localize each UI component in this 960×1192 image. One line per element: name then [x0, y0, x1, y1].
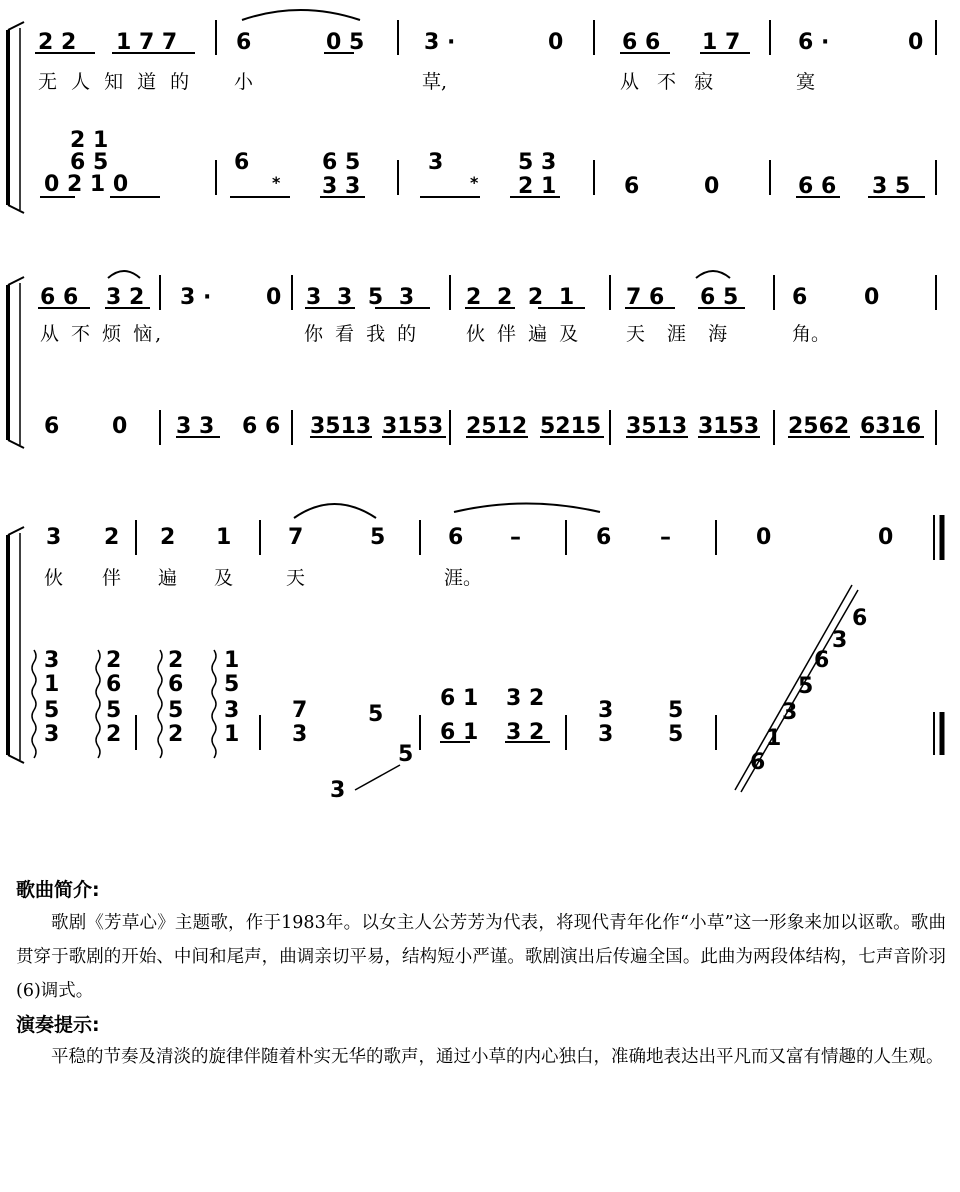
- r2-accomp-10: 3153: [698, 414, 760, 439]
- r3-accomp-21: 3: [330, 778, 346, 803]
- r2-accomp-11: 2562: [788, 414, 850, 439]
- r3-melody-5: 7: [288, 525, 304, 550]
- r3-melody-3: 2: [160, 525, 176, 550]
- r3-accomp-26: 3: [598, 698, 614, 723]
- r1-melody-3: 6: [236, 30, 252, 55]
- r2-melody-4: 0: [266, 285, 282, 310]
- r2-lyric-3: 伙 伴 遍 及: [466, 323, 582, 345]
- r3-accomp-35: 3: [832, 628, 848, 653]
- r1-accomp-8: 3: [428, 150, 444, 175]
- intro-heading: 歌曲简介:: [16, 879, 100, 901]
- r1-melody-7: 6 6: [622, 30, 661, 55]
- r3-accomp-27: 5: [668, 698, 684, 723]
- r2-melody-9: 6: [792, 285, 808, 310]
- r1-accomp-9: *: [470, 173, 479, 192]
- r1-lyric-2: 小: [234, 71, 254, 93]
- r1-accomp-6: 6 5: [322, 150, 361, 175]
- r3-melody-12: 0: [878, 525, 894, 550]
- r3-accomp-17: 7: [292, 698, 308, 723]
- r3-melody-4: 1: [216, 525, 232, 550]
- r2-accomp-2: 0: [112, 414, 128, 439]
- r2-accomp-3: 3 3: [176, 414, 215, 439]
- r2-melody-6: 2 2 2 1: [466, 285, 575, 310]
- r3-accomp-24: 6 1: [440, 720, 479, 745]
- r3-accomp-3: 5: [44, 698, 60, 723]
- r1-accomp-10: 5 3: [518, 150, 557, 175]
- r3-accomp-16: 1: [224, 722, 240, 747]
- r3-accomp-10: 6: [168, 672, 184, 697]
- r2-accomp-1: 6: [44, 414, 60, 439]
- r1-melody-1: 2 2: [38, 30, 77, 55]
- r3-melody-2: 2: [104, 525, 120, 550]
- r1-accomp-11: 2 1: [518, 174, 557, 199]
- r3-lyric-5: 天: [286, 567, 306, 589]
- r1-accomp-2: 6 5: [70, 150, 109, 175]
- r2-melody-5: 3 3 5 3: [306, 285, 415, 310]
- r2-accomp-6: 3153: [382, 414, 444, 439]
- r3-accomp-12: 2: [168, 722, 184, 747]
- r2-lyric-2: 你 看 我 的: [304, 323, 420, 345]
- r3-lyric-2: 伴: [102, 567, 122, 589]
- r1-accomp-7: 3 3: [322, 174, 361, 199]
- r1-melody-5: 3 ·: [424, 30, 456, 55]
- r3-lyric-4: 及: [214, 567, 234, 589]
- r1-accomp-13: 0: [704, 174, 720, 199]
- r1-accomp-14: 6 6: [798, 174, 837, 199]
- r2-melody-7: 7 6: [626, 285, 665, 310]
- r1-melody-9: 6 ·: [798, 30, 830, 55]
- r3-melody-11: 0: [756, 525, 772, 550]
- r3-accomp-11: 5: [168, 698, 184, 723]
- r2-accomp-8: 5215: [540, 414, 602, 439]
- r2-lyric-4: 天 涯 海: [626, 323, 736, 345]
- r3-accomp-32: 3: [782, 700, 798, 725]
- r3-accomp-14: 5: [224, 672, 240, 697]
- r1-accomp-4: 6: [234, 150, 250, 175]
- r2-accomp-12: 6316: [860, 414, 922, 439]
- r3-accomp-6: 6: [106, 672, 122, 697]
- r3-accomp-28: 3: [598, 722, 614, 747]
- r1-melody-8: 1 7: [702, 30, 741, 55]
- r2-accomp-9: 3513: [626, 414, 688, 439]
- r1-accomp-15: 3 5: [872, 174, 911, 199]
- r3-accomp-5: 2: [106, 648, 122, 673]
- r3-melody-9: 6: [596, 525, 612, 550]
- r3-accomp-9: 2: [168, 648, 184, 673]
- r2-lyric-1: 从 不 烦 恼,: [40, 323, 165, 345]
- r3-accomp-25: 3 2: [506, 720, 545, 745]
- r3-accomp-33: 5: [798, 674, 814, 699]
- r3-accomp-7: 5: [106, 698, 122, 723]
- r1-melody-10: 0: [908, 30, 924, 55]
- r3-accomp-18: 3: [292, 722, 308, 747]
- r3-accomp-20: 5: [398, 742, 414, 767]
- intro-paragraph: 歌剧《芳草心》主题歌，作于1983年。以女主人公芳芳为代表，将现代青年化作“小草”这一形象来加以讴歌。歌曲贯穿于歌剧的开始、中间和尾声，曲调亲切平易，结构短小严谨。歌剧演出后传遍全国。此曲为两段体结构，七声音阶羽(6)调式。: [16, 913, 946, 1001]
- r3-accomp-36: 6: [852, 606, 868, 631]
- r2-accomp-5: 3513: [310, 414, 372, 439]
- r3-melody-10: –: [660, 525, 671, 550]
- r1-accomp-1: 2 1: [70, 128, 109, 153]
- r1-melody-6: 0: [548, 30, 564, 55]
- r1-lyric-4: 从 不 寂: [620, 71, 720, 93]
- r1-accomp-5: *: [272, 173, 281, 192]
- r3-accomp-2: 1: [44, 672, 60, 697]
- r2-melody-8: 6 5: [700, 285, 739, 310]
- r2-melody-2: 3 2: [106, 285, 145, 310]
- r3-lyric-6: 涯。: [444, 567, 483, 589]
- r3-melody-6: 5: [370, 525, 386, 550]
- r2-melody-3: 3 ·: [180, 285, 212, 310]
- r3-melody-7: 6: [448, 525, 464, 550]
- r3-melody-8: –: [510, 525, 521, 550]
- r2-lyric-5: 角。: [792, 323, 831, 345]
- r1-melody-2: 1 7 7: [116, 30, 178, 55]
- r2-melody-1: 6 6: [40, 285, 79, 310]
- r3-accomp-29: 5: [668, 722, 684, 747]
- r1-lyric-3: 草,: [422, 71, 448, 93]
- r1-lyric-1: 无 人 知 道 的: [38, 71, 194, 93]
- r3-accomp-4: 3: [44, 722, 60, 747]
- r3-accomp-13: 1: [224, 648, 240, 673]
- r3-accomp-34: 6: [814, 648, 830, 673]
- r3-lyric-1: 伙: [44, 567, 64, 589]
- r3-accomp-8: 2: [106, 722, 122, 747]
- r3-accomp-1: 3: [44, 648, 60, 673]
- r1-accomp-12: 6: [624, 174, 640, 199]
- r2-melody-10: 0: [864, 285, 880, 310]
- r2-accomp-7: 2512: [466, 414, 528, 439]
- r3-accomp-23: 3 2: [506, 686, 545, 711]
- r3-lyric-3: 遍: [158, 567, 178, 589]
- r3-accomp-22: 6 1: [440, 686, 479, 711]
- r3-accomp-15: 3: [224, 698, 240, 723]
- r1-lyric-5: 寞: [796, 71, 816, 93]
- r2-accomp-4: 6 6: [242, 414, 281, 439]
- tips-heading: 演奏提示:: [16, 1014, 100, 1036]
- r3-accomp-30: 6: [750, 750, 766, 775]
- r3-melody-1: 3: [46, 525, 62, 550]
- tips-paragraph: 平稳的节奏及清淡的旋律伴随着朴实无华的歌声，通过小草的内心独白，准确地表达出平凡而又富有情趣的人生观。: [51, 1047, 944, 1067]
- r1-melody-4: 0 5: [326, 30, 365, 55]
- r3-accomp-19: 5: [368, 702, 384, 727]
- r3-accomp-31: 1: [766, 726, 782, 751]
- r1-accomp-3: 0 2 1 0: [44, 172, 129, 197]
